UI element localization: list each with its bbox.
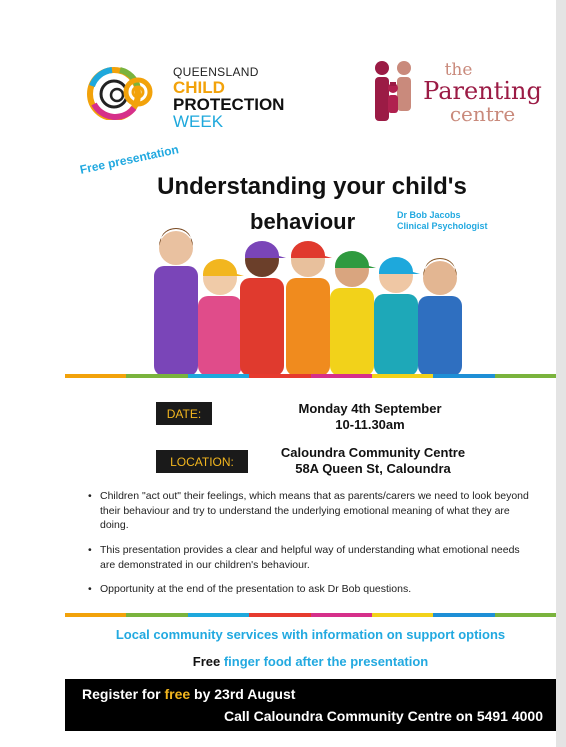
food-free-word: Free — [192, 654, 221, 669]
qcpw-swirl-icon — [84, 64, 154, 120]
time-text: 10-11.30am — [335, 417, 405, 433]
food-note — [65, 654, 556, 669]
children-photo — [138, 214, 478, 376]
stripe-segment — [433, 374, 494, 378]
child-figure — [198, 259, 244, 376]
bullet-item: • Children "act out" their feelings, which means that as parents/carers we need to look beyond their behaviour and try to understand the underlying emotional meaning of what they are doing. — [86, 489, 536, 533]
stripe-segment — [249, 613, 310, 617]
parenting-centre-line-parenting: Parenting — [423, 77, 542, 105]
stripe-segment — [495, 374, 556, 378]
bullet-item: • This presentation provides a clear and helpful way of understanding what emotional needs are demonstrated in our children's behaviour. — [86, 543, 536, 572]
stripe-segment — [126, 374, 187, 378]
child-figure — [330, 251, 376, 376]
food-description: finger food after the presentation — [223, 654, 429, 669]
stripe-segment — [249, 374, 310, 378]
location-label: LOCATION: — [156, 450, 248, 473]
location-info — [268, 445, 478, 478]
register-prefix: Register for — [82, 686, 161, 702]
child-figure — [374, 257, 420, 376]
stripe-segment — [65, 374, 126, 378]
stripe-segment — [372, 613, 433, 617]
stripe-segment — [495, 613, 556, 617]
qcpw-line-week: WEEK — [173, 112, 224, 131]
register-banner — [65, 679, 556, 731]
qcpw-line-child: CHILD — [173, 78, 225, 97]
stripe-segment — [372, 374, 433, 378]
speaker-name: Dr Bob Jacobs — [397, 210, 461, 220]
stripe-segment — [126, 613, 187, 617]
date-info — [280, 401, 460, 434]
child-figure — [240, 241, 286, 376]
title-line-1: Understanding your child's — [157, 173, 467, 200]
bullet-item: • Opportunity at the end of the presentation to ask Dr Bob questions. — [86, 582, 536, 597]
date-label: DATE: — [156, 402, 212, 425]
child-figure — [154, 228, 198, 376]
stripe-segment — [311, 374, 372, 378]
parenting-centre-logo — [370, 58, 545, 124]
stripe-segment — [188, 613, 249, 617]
child-figure — [286, 241, 332, 376]
free-presentation-tag: Free presentation — [78, 142, 180, 177]
title-line-2: behaviour — [250, 209, 356, 234]
stripe-segment — [311, 613, 372, 617]
color-stripe-bottom — [65, 613, 556, 617]
speaker-role: Clinical Psychologist — [397, 221, 488, 232]
register-line — [82, 686, 295, 702]
color-stripe-top — [65, 374, 556, 378]
address-text: 58A Queen St, Caloundra — [295, 461, 451, 477]
qcpw-line-queensland: QUEENSLAND — [173, 65, 259, 79]
parenting-centre-line-the: the — [444, 60, 473, 80]
parenting-centre-line-centre: centre — [449, 102, 516, 126]
register-free-word: free — [164, 686, 191, 702]
call-line: Call Caloundra Community Centre on 5491 4000 — [224, 708, 543, 724]
info-bullet-list — [86, 489, 536, 597]
qcpw-logo — [84, 62, 294, 131]
stripe-segment — [188, 374, 249, 378]
qcpw-line-protection: PROTECTION — [173, 95, 285, 114]
services-note: Local community services with information on support options — [115, 627, 506, 642]
stripe-segment — [433, 613, 494, 617]
register-deadline: by 23rd August — [194, 686, 296, 702]
page-edge — [556, 0, 566, 747]
venue-text: Caloundra Community Centre — [280, 445, 466, 460]
stripe-segment — [65, 613, 126, 617]
date-text: Monday 4th September — [298, 401, 442, 416]
child-figure — [418, 258, 462, 376]
